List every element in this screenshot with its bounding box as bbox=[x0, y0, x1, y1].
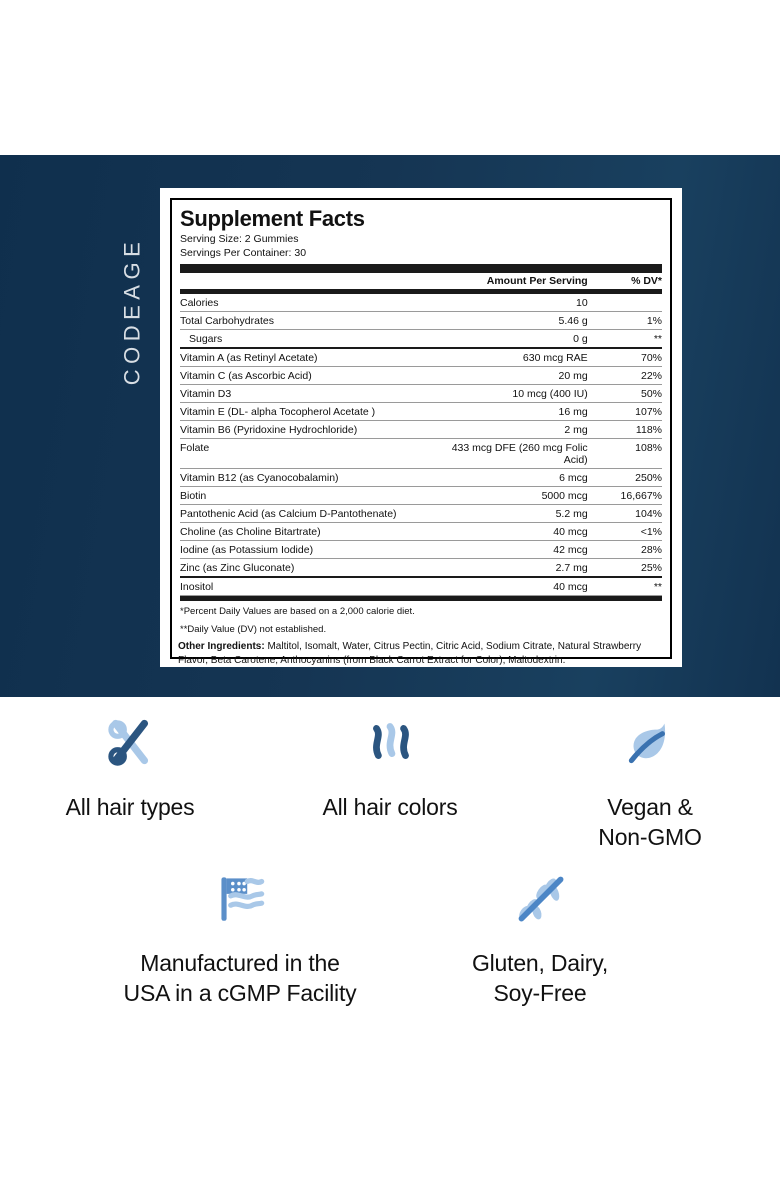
hair-strands-icon bbox=[359, 706, 421, 778]
nutrient-name: Calories bbox=[180, 294, 431, 312]
serving-size: Serving Size: 2 Gummies bbox=[180, 233, 299, 246]
nutrient-amount: 433 mcg DFE (260 mcg Folic Acid) bbox=[431, 439, 590, 469]
table-row bbox=[180, 487, 662, 505]
table-row bbox=[180, 577, 662, 596]
header-spacer bbox=[180, 273, 431, 290]
nutrient-table bbox=[180, 294, 662, 596]
nutrient-name: Vitamin E (DL- alpha Tocopherol Acetate ) bbox=[180, 403, 431, 421]
feature-gluten-dairy-soy-free bbox=[390, 862, 690, 1009]
footnote-dv-not-established: **Daily Value (DV) not established. bbox=[180, 624, 327, 636]
nutrient-daily-value: ** bbox=[590, 577, 662, 596]
table-header-row bbox=[180, 273, 662, 290]
nutrient-name: Choline (as Choline Bitartrate) bbox=[180, 523, 431, 541]
nutrient-name: Inositol bbox=[180, 577, 431, 596]
feature-label-line2: Soy-Free bbox=[493, 980, 587, 1007]
nutrient-daily-value: <1% bbox=[590, 523, 662, 541]
header-percent-dv: % DV* bbox=[631, 275, 662, 288]
table-row bbox=[180, 330, 662, 349]
footnote-daily-values: *Percent Daily Values are based on a 2,000 calorie diet. bbox=[180, 606, 415, 618]
nutrient-daily-value: 22% bbox=[590, 367, 662, 385]
nutrient-amount: 16 mg bbox=[431, 403, 590, 421]
feature-label bbox=[124, 948, 357, 1009]
table-row bbox=[180, 367, 662, 385]
nutrient-amount: 0 g bbox=[431, 330, 590, 349]
nutrient-amount: 10 mcg (400 IU) bbox=[431, 385, 590, 403]
brand-name: CODEAGE bbox=[119, 236, 144, 386]
supplement-facts-card bbox=[160, 188, 682, 667]
feature-label-line2: Non-GMO bbox=[598, 824, 702, 851]
no-gluten-icon bbox=[507, 862, 573, 934]
other-ingredients-label: Other Ingredients: bbox=[178, 641, 265, 652]
table-row bbox=[180, 385, 662, 403]
nutrient-daily-value: 25% bbox=[590, 559, 662, 578]
nutrient-name: Total Carbohydrates bbox=[180, 312, 431, 330]
nutrient-name: Sugars bbox=[180, 330, 431, 349]
usa-flag-icon bbox=[207, 862, 273, 934]
nutrient-daily-value: 108% bbox=[590, 439, 662, 469]
feature-made-in-usa bbox=[90, 862, 390, 1009]
feature-label-line1: Gluten, Dairy, bbox=[471, 950, 609, 976]
nutrient-name: Vitamin B6 (Pyridoxine Hydrochloride) bbox=[180, 421, 431, 439]
divider-above-footnotes bbox=[180, 596, 662, 601]
nutrient-daily-value: 107% bbox=[590, 403, 662, 421]
supplement-facts-table bbox=[180, 273, 662, 290]
nutrient-amount: 5.2 mg bbox=[431, 505, 590, 523]
nutrient-amount: 2 mg bbox=[431, 421, 590, 439]
feature-label: All hair types bbox=[65, 794, 195, 820]
feature-vegan-non-gmo bbox=[520, 706, 780, 853]
nutrient-daily-value: 28% bbox=[590, 541, 662, 559]
table-row bbox=[180, 523, 662, 541]
features-row-top bbox=[0, 706, 780, 853]
feature-all-hair-types bbox=[0, 706, 260, 853]
table-row bbox=[180, 421, 662, 439]
nutrient-daily-value: 16,667% bbox=[590, 487, 662, 505]
table-row bbox=[180, 505, 662, 523]
nutrient-amount: 6 mcg bbox=[431, 469, 590, 487]
table-row bbox=[180, 312, 662, 330]
feature-label-line1: Manufactured in the bbox=[140, 950, 340, 976]
feature-label bbox=[472, 948, 608, 1009]
nutrient-amount: 5000 mcg bbox=[431, 487, 590, 505]
feature-label: All hair colors bbox=[322, 794, 458, 820]
nutrient-amount: 2.7 mg bbox=[431, 559, 590, 578]
nutrient-name: Vitamin D3 bbox=[180, 385, 431, 403]
table-row bbox=[180, 469, 662, 487]
nutrient-name: Vitamin B12 (as Cyanocobalamin) bbox=[180, 469, 431, 487]
nutrient-amount: 630 mcg RAE bbox=[431, 348, 590, 367]
nutrient-amount: 5.46 g bbox=[431, 312, 590, 330]
nutrient-daily-value: 118% bbox=[590, 421, 662, 439]
nutrient-name: Vitamin A (as Retinyl Acetate) bbox=[180, 348, 431, 367]
nutrient-daily-value: 70% bbox=[590, 348, 662, 367]
table-row bbox=[180, 541, 662, 559]
nutrient-name: Pantothenic Acid (as Calcium D-Pantothenate) bbox=[180, 505, 431, 523]
nutrient-daily-value: 1% bbox=[590, 312, 662, 330]
leaf-icon bbox=[617, 706, 683, 778]
nutrient-daily-value: 250% bbox=[590, 469, 662, 487]
nutrient-daily-value: 104% bbox=[590, 505, 662, 523]
header-amount-per-serving: Amount Per Serving bbox=[486, 275, 588, 288]
nutrient-amount: 20 mg bbox=[431, 367, 590, 385]
nutrient-daily-value bbox=[590, 294, 662, 312]
table-row bbox=[180, 403, 662, 421]
nutrient-amount: 10 bbox=[431, 294, 590, 312]
other-ingredients bbox=[178, 635, 666, 667]
feature-all-hair-colors bbox=[260, 706, 520, 853]
supplement-facts-title: Supplement Facts bbox=[180, 206, 365, 231]
feature-label-line1: Vegan & bbox=[607, 794, 693, 820]
nutrient-name: Vitamin C (as Ascorbic Acid) bbox=[180, 367, 431, 385]
features-row-bottom bbox=[0, 862, 780, 1009]
table-row bbox=[180, 439, 662, 469]
nutrient-amount: 40 mcg bbox=[431, 523, 590, 541]
scissors-icon bbox=[97, 706, 163, 778]
nutrient-name: Iodine (as Potassium Iodide) bbox=[180, 541, 431, 559]
other-ingredients-text: Maltitol, Isomalt, Water, Citrus Pectin, Citric Acid, Sodium Citrate, Natural Strawberry Flavor, Beta Carotene, Anthocyanins (from Black Carrot Extract for Color), Maltodextrin. bbox=[178, 641, 642, 666]
nutrient-name: Zinc (as Zinc Gluconate) bbox=[180, 559, 431, 578]
divider-thick-top bbox=[180, 264, 662, 273]
servings-per-container: Servings Per Container: 30 bbox=[180, 246, 307, 259]
nutrient-daily-value: 50% bbox=[590, 385, 662, 403]
table-row bbox=[180, 294, 662, 312]
table-row bbox=[180, 559, 662, 578]
nutrient-name: Biotin bbox=[180, 487, 431, 505]
nutrient-amount: 40 mcg bbox=[431, 577, 590, 596]
nutrient-daily-value: ** bbox=[590, 330, 662, 349]
feature-label bbox=[598, 792, 701, 853]
nutrient-rows bbox=[180, 294, 662, 596]
nutrient-name: Folate bbox=[180, 439, 431, 469]
supplement-facts-panel bbox=[170, 198, 672, 659]
feature-label-line2: USA in a cGMP Facility bbox=[123, 980, 357, 1007]
table-row bbox=[180, 348, 662, 367]
nutrient-amount: 42 mcg bbox=[431, 541, 590, 559]
